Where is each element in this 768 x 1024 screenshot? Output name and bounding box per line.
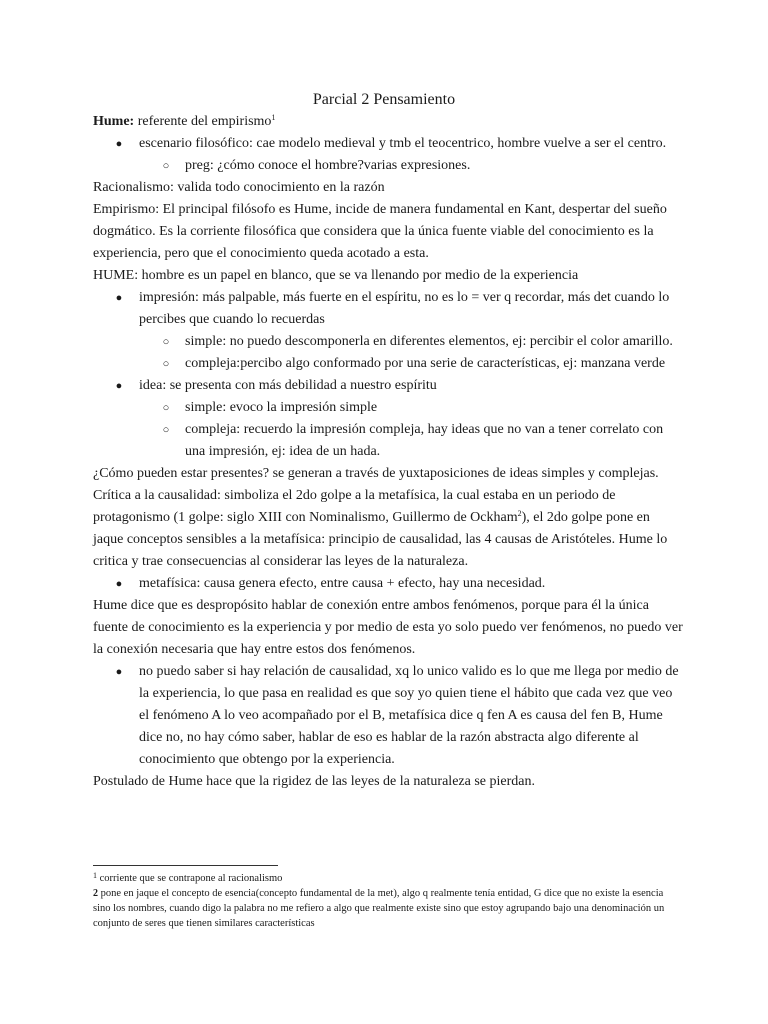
- list-item: [93, 661, 683, 771]
- circle-bullet-icon: ○: [162, 402, 170, 414]
- sub-list-item-text: preg: ¿cómo conoce el hombre?varias expresiones.: [185, 158, 471, 173]
- sub-list-item-text: simple: no puedo descomponerla en diferentes elementos, ej: percibir el color amarillo.: [185, 334, 673, 349]
- list-item: [93, 573, 683, 595]
- list-item-text: metafísica: causa genera efecto, entre causa + efecto, hay una necesidad.: [139, 576, 546, 591]
- paragraph-critica: [93, 485, 683, 573]
- list-item-text: escenario filosófico: cae modelo medieval y tmb el teocentrico, hombre vuelve a ser el centro.: [139, 136, 667, 151]
- paragraph-empirismo: Empirismo: El principal filósofo es Hume, incide de manera fundamental en Kant, despertar del sueño dogmático. Es la corriente filosófica que considera que la única fuente viable del conocimiento es la experiencia, pero que el conocimiento queda acotado a esta.: [93, 202, 667, 261]
- sub-list-item: [93, 397, 683, 419]
- footnote-ref-2[interactable]: 2: [517, 509, 522, 518]
- paragraph-como: ¿Cómo pueden estar presentes? se generan a través de yuxtaposiciones de ideas simples y complejas.: [93, 466, 659, 481]
- document-title: Parcial 2 Pensamiento: [312, 91, 456, 108]
- critica-text-2: ), el 2do golpe pone en jaque conceptos sensibles a la metafísica: principio de causalidad, las 4 causas de Aristóteles. Hume lo critica y trae consecuencias al considerar las leyes de la naturaleza.: [93, 510, 668, 569]
- paragraph-hume: HUME: hombre es un papel en blanco, que se va llenando por medio de la experiencia: [93, 268, 579, 283]
- sub-list-item-text: simple: evoco la impresión simple: [185, 400, 378, 415]
- document-body: [93, 111, 683, 793]
- footnote-ref-1[interactable]: 1: [271, 113, 276, 122]
- list-item: [93, 375, 683, 397]
- bullet-icon: ●: [115, 138, 123, 150]
- footnote-number: 1: [93, 871, 97, 880]
- paragraph-racionalismo: Racionalismo: valida todo conocimiento en la razón: [93, 180, 385, 195]
- circle-bullet-icon: ○: [162, 336, 170, 348]
- paragraph-postulado: Postulado de Hume hace que la rigidez de las leyes de la naturaleza se pierdan.: [93, 774, 535, 789]
- footnotes: [93, 868, 683, 931]
- footnote-divider: [93, 865, 278, 866]
- hume-rest: referente del empirismo: [134, 114, 272, 129]
- list-item: [93, 133, 683, 155]
- footnote-number: 2: [93, 888, 98, 899]
- list-item-text: impresión: más palpable, más fuerte en el espíritu, no es lo = ver q recordar, más det cuando lo percibes que cuando lo recuerdas: [139, 290, 670, 327]
- sub-list-item: [93, 155, 683, 177]
- sub-list-item: [93, 331, 683, 353]
- list-item-text: idea: se presenta con más debilidad a nuestro espíritu: [139, 378, 437, 393]
- list-item: [93, 287, 683, 331]
- sub-list-item: [93, 419, 683, 463]
- sub-list-item-text: compleja: recuerdo la impresión compleja, hay ideas que no van a tener correlato con una impresión, ej: idea de un hada.: [185, 422, 664, 459]
- circle-bullet-icon: ○: [162, 424, 170, 436]
- sub-list-item: [93, 353, 683, 375]
- bullet-icon: ●: [115, 380, 123, 392]
- footnote-2: [93, 886, 683, 931]
- footnote-text: pone en jaque el concepto de esencia(concepto fundamental de la met), algo q realmente tenía entidad, G dice que no existe la esencia sino los nombres, cuando digo la palabra no me refiero a algo que realmente existe sino que estoy agrupando bajo una denominación un conjunto de seres que tienen similares características: [93, 888, 665, 929]
- bullet-icon: ●: [115, 578, 123, 590]
- footnote-text: corriente que se contrapone al racionalismo: [97, 873, 283, 884]
- bullet-icon: ●: [115, 292, 123, 304]
- hume-heading: [93, 111, 683, 133]
- circle-bullet-icon: ○: [162, 160, 170, 172]
- circle-bullet-icon: ○: [162, 358, 170, 370]
- sub-list-item-text: compleja:percibo algo conformado por una serie de características, ej: manzana verde: [185, 356, 666, 371]
- footnote-1: [93, 868, 683, 886]
- bullet-icon: ●: [115, 666, 123, 678]
- critica-text-1: Crítica a la causalidad: simboliza el 2do golpe a la metafísica, la cual estaba en un periodo de protagonismo (1 golpe: siglo XIII con Nominalismo, Guillermo de Ockham: [93, 488, 616, 525]
- hume-label: Hume:: [93, 114, 135, 129]
- paragraph-hume-dice: Hume dice que es despropósito hablar de conexión entre ambos fenómenos, porque para él la única fuente de conocimiento es la experiencia y por medio de esta yo solo puedo ver fenómenos, no puedo ver la conexión necesaria que hay entre estos dos fenómenos.: [93, 598, 683, 657]
- list-item-text: no puedo saber si hay relación de causalidad, xq lo unico valido es lo que me llega por medio de la experiencia, lo que pasa en realidad es que soy yo quien tiene el hábito que cada vez que veo el fenómeno A lo veo acompañado por el B, metafísica dice q fen A es causa del fen B, Hume dice no, no hay cómo saber, hablar de eso es hablar de la razón abstracta algo diferente al conocimiento que obtengo por la experiencia.: [139, 664, 679, 767]
